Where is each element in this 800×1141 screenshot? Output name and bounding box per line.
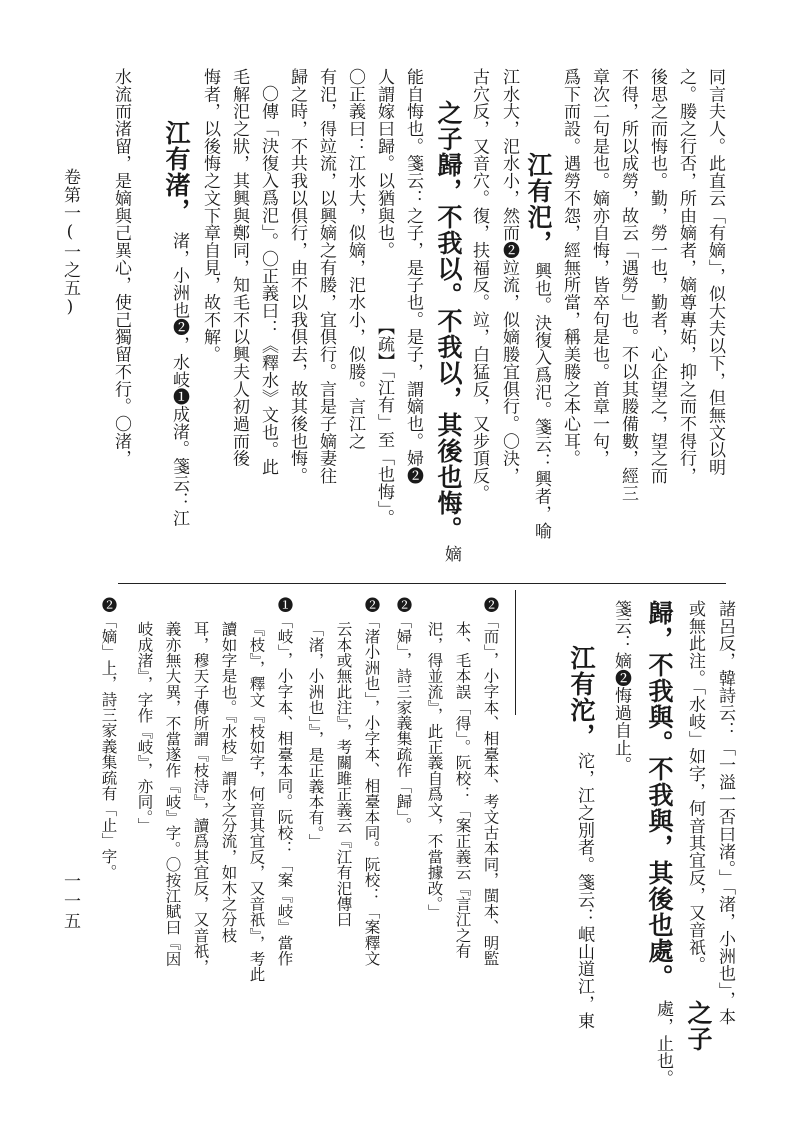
collation-note: 耳，穆天子傳所謂『枝洔』，讀爲其宜反，又音祇， [191, 621, 210, 975]
text-column: 歸之時，不共我以俱行，由不以我俱去，故其後也悔。 [287, 68, 307, 485]
text-column: 渚，小洲也❷，水岐❶成渚。箋云：江 [169, 232, 189, 527]
collation-note: ❶「岐」，小字本、相臺本同。阮校：「案『岐』當作 [275, 597, 294, 967]
verse-heading: 江有渚， [162, 120, 191, 224]
running-head: 卷第一(一之五) [60, 168, 80, 318]
text-column: 能自悔也。箋云：之子，是子也。是子，謂嫡也。婦❷ [403, 68, 423, 485]
section-divider-rule [118, 583, 726, 584]
collation-note: 「渚，小洲也」』，是正義本有。」 [306, 621, 325, 849]
verse-line: 歸，不我與。不我與，其後也處。 [645, 600, 674, 990]
text-column: 爲下而設。遇勞不怨，經無所當，稱美媵之本心耳。 [560, 68, 580, 468]
collation-note: ❷「而」，小字本、相臺本、考文古本同，閩本、明監 [481, 597, 500, 967]
text-column: 處，止也。 [653, 1000, 673, 1087]
collation-note: 本、毛本誤「得」。阮校：「案正義云『言江之有 [453, 621, 472, 959]
verse-line: 之子歸，不我以。不我以，其後也悔。 [434, 100, 463, 542]
text-column: 悔者，以後悔之文下章自見，故不解。 [200, 68, 220, 363]
collation-note: 讀如字是也。『水枝』謂水之分流，如木之分枝 [219, 621, 238, 943]
commentary-label: 【疏】「江有」至「也悔」。 [374, 318, 394, 527]
collation-note: 岐成渚』，字作『岐』，亦同。」 [135, 621, 154, 834]
text-column: 〇正義曰：江水大，似嫡，汜水小，似媵。言江之 [345, 68, 365, 450]
text-column: 之。媵之行否，所由嫡者，嫡尊專妬，抑之而不得行， [676, 68, 696, 485]
text-column: 毛解汜之狀，其興與鄭同，知毛不以興夫人初過而後 [229, 68, 249, 468]
collation-note: ❷「嫡」上，詩三家義集疏有「止」字。 [99, 597, 118, 880]
text-column: 興也。決復入爲汜。箋云：興者，喻 [531, 262, 551, 540]
verse-line: 之子 [684, 1000, 713, 1052]
text-column: 沱，江之別者。箋云：岷山道江，東 [574, 752, 594, 1030]
text-column: 人謂嫁曰歸。以猶與也。 [374, 68, 394, 259]
collation-note: ❷「渚小洲也」，小字本、相臺本同。阮校：「案釋文 [362, 597, 381, 967]
collation-note: 汜，得並流』，此正義自爲文，不當據改。」 [425, 621, 444, 920]
collation-note: ❷「婦」，詩三家義集疏作「歸」。 [394, 597, 413, 833]
collation-note: 云本或無此注』，考關雎正義云『江有汜傳曰 [334, 621, 353, 928]
text-column: 或無此注。「水岐」如字，何音其宜反，又音祇。 [685, 600, 705, 974]
text-column: 江水大，汜水小，然而❷竝流，似嫡媵宜俱行。〇決， [499, 68, 519, 485]
text-column: 諸呂反，韓詩云：「一溢一否曰渚。」「渚，小洲也」，本 [715, 600, 735, 1026]
collation-note: 義亦無大異，不當遂作『岐』字。〇按江賦曰『因 [163, 621, 182, 967]
text-column: 後思之而悔也。勤，勞一也，勤者，心企望之，望之而 [647, 68, 667, 485]
text-column: 箋云：嫡❷悔過自止。 [611, 600, 631, 774]
text-column: 有汜，得竝流，以興嫡之有媵，宜俱行。言是子嫡妻往 [316, 68, 336, 485]
page-number: 一一五 [60, 872, 80, 932]
text-column: 不得，所以成勞，故云「遇勞」也。不以其媵備數，經三 [618, 68, 638, 502]
verse-heading: 江有沱， [567, 645, 596, 749]
text-column: 章次二句是也。嫡亦自悔，皆卒句是也。首章一句， [589, 68, 609, 468]
text-column: 嫡 [441, 545, 461, 563]
text-column: 同言夫人。此直云「有嫡」，似大夫以下，但無文以明 [705, 68, 725, 476]
text-column: 〇傳「決復入爲汜」。〇正義曰：《釋水》文也。此 [258, 85, 278, 476]
collation-note: 『枝』，釋文『枝如字，何音其宜反，又音祇』，考此 [247, 621, 266, 983]
verse-heading: 江有汜， [524, 152, 553, 256]
column-divider-rule [515, 590, 516, 715]
text-column: 水流而渚留，是嫡與己異心，使己獨留不行。〇渚， [111, 68, 131, 468]
text-column: 古穴反，又音穴。復，扶福反。竝，白猛反，又步頂反。 [469, 68, 489, 502]
